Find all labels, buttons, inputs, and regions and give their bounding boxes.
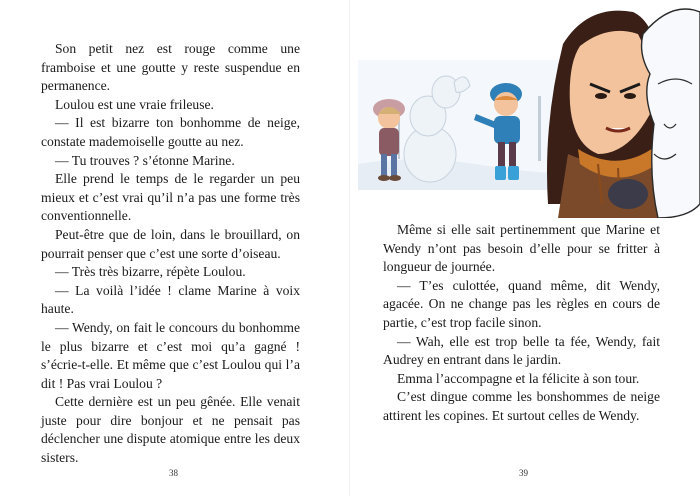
paragraph: Cette dernière est un peu gênée. Elle venait juste pour dire bonjour et ne pensait pas déclencher une dispute atomique entre les deux sisters. — [41, 394, 300, 466]
paragraph: — T’es culottée, quand même, dit Wendy, agacée. On ne change pas les règles en cours de partie, c’est trop facile sinon. — [383, 277, 660, 330]
paragraph: — Tu trouves ? s’étonne Marine. — [55, 152, 235, 168]
paragraph: — Il est bizarre ton bonhomme de neige, constate mademoiselle goutte au nez. — [41, 115, 300, 149]
page-number: 39 — [519, 468, 528, 478]
paragraph: Même si elle sait pertinemment que Marine et Wendy n’ont pas besoin d’elle pour se fritter à longueur de journée. — [383, 222, 660, 275]
right-page-text — [383, 221, 660, 426]
right-page — [350, 0, 700, 496]
paragraph: — Wah, elle est trop belle ta fée, Wendy, fait Audrey en entrant dans le jardin. — [383, 333, 660, 368]
page-number: 38 — [169, 468, 178, 478]
paragraph: Elle prend le temps de le regarder un peu mieux et c’est vrai qu’il n’a pas une forme très conventionnelle. — [41, 171, 300, 224]
paragraph: Peut-être que de loin, dans le brouillard, on pourrait penser que c’est une sorte d’oiseau. — [41, 226, 300, 261]
paragraph: — Wendy, on fait le concours du bonhomme le plus bizarre et c’est moi qu’a gagné ! s’écrie-t-elle. Et même que c’est Loulou qui l’a dit ! Pas vrai Loulou ? — [41, 319, 300, 391]
paragraph: Son petit nez est rouge comme une framboise et une goutte y reste suspendue en permanence. — [41, 41, 300, 94]
paragraph: C’est dingue comme les bonshommes de neige attirent les copines. Et surtout celles de Wendy. — [383, 389, 660, 423]
snow-scene-illustration — [358, 4, 700, 218]
paragraph: Emma l’accompagne et la félicite à son tour. — [397, 370, 640, 386]
left-page-text — [41, 40, 300, 468]
paragraph: — Très très bizarre, répète Loulou. — [55, 264, 246, 280]
paragraph: — La voilà l’idée ! clame Marine à voix haute. — [41, 282, 300, 317]
paragraph: Loulou est une vraie frileuse. — [55, 96, 214, 112]
